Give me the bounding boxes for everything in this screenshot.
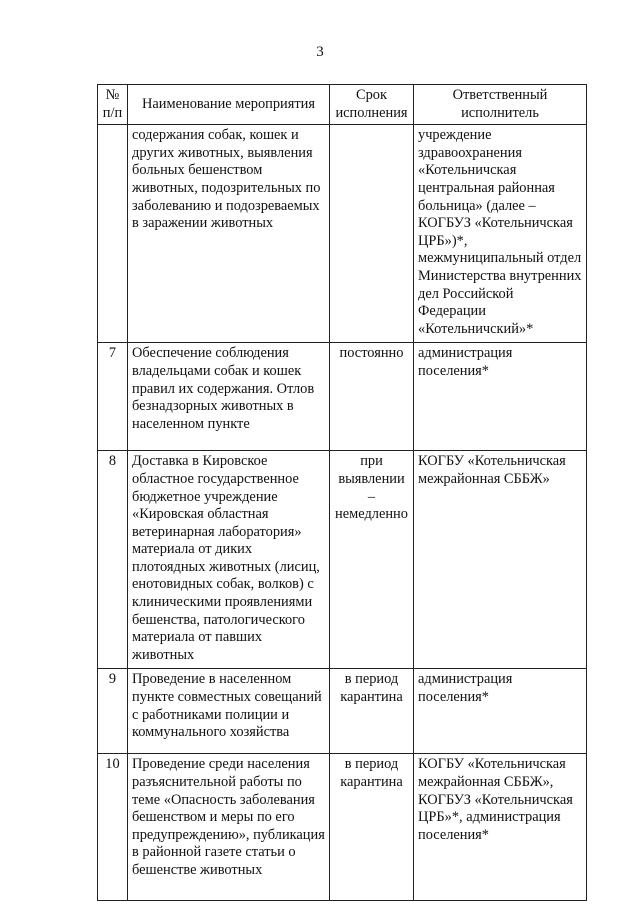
row-number: [98, 125, 128, 343]
header-name: Наименование мероприятия: [128, 85, 330, 125]
table-row: [98, 669, 587, 754]
row-responsible: учреждение здравоохранения «Котельничская центральная районная больница» (далее – КОГБУЗ «Котельничская ЦРБ»)*, межмуниципальный отдел Министерства внутренних дел Российской Федерации «Котельничский»*: [414, 125, 587, 343]
table-row: [98, 343, 587, 451]
row-term: в период карантина: [330, 754, 414, 901]
row-responsible: администрация поселения*: [414, 343, 587, 451]
row-term: в период карантина: [330, 669, 414, 754]
table-row: [98, 754, 587, 901]
row-number: 7: [98, 343, 128, 451]
header-num: № п/п: [98, 85, 128, 125]
row-term: [330, 125, 414, 343]
row-activity: Проведение среди населения разъяснительной работы по теме «Опасность заболевания бешенством и меры по его предупреждению», публикация в районной газете статьи о бешенстве животных: [128, 754, 330, 901]
table-row: [98, 125, 587, 343]
page-number: 3: [316, 44, 324, 60]
row-responsible: администрация поселения*: [414, 669, 587, 754]
table-header-row: [98, 85, 587, 125]
row-term: при выявлении – немедленно: [330, 451, 414, 669]
row-term: постоянно: [330, 343, 414, 451]
row-number: 9: [98, 669, 128, 754]
header-term: Срок исполнения: [330, 85, 414, 125]
table-row: [98, 451, 587, 669]
row-activity: Доставка в Кировское областное государственное бюджетное учреждение «Кировская областная ветеринарная лаборатория» материала от диких плотоядных животных (лисиц, енотовидных собак, волков) с клиническими проявлениями бешенства, патологического материала от павших животных: [128, 451, 330, 669]
row-activity: содержания собак, кошек и других животных, выявления больных бешенством животных, подозрительных по заболеванию и подозреваемых в заражении животных: [128, 125, 330, 343]
row-activity: Проведение в населенном пункте совместных совещаний с работниками полиции и коммунального хозяйства: [128, 669, 330, 754]
row-responsible: КОГБУ «Котельничская межрайонная СББЖ», КОГБУЗ «Котельничская ЦРБ»*, администрация поселения*: [414, 754, 587, 901]
row-number: 8: [98, 451, 128, 669]
row-responsible: КОГБУ «Котельничская межрайонная СББЖ»: [414, 451, 587, 669]
row-activity: Обеспечение соблюдения владельцами собак и кошек правил их содержания. Отлов безнадзорных животных в населенном пункте: [128, 343, 330, 451]
measures-table: [97, 84, 587, 901]
row-number: 10: [98, 754, 128, 901]
header-responsible: Ответственный исполнитель: [414, 85, 587, 125]
